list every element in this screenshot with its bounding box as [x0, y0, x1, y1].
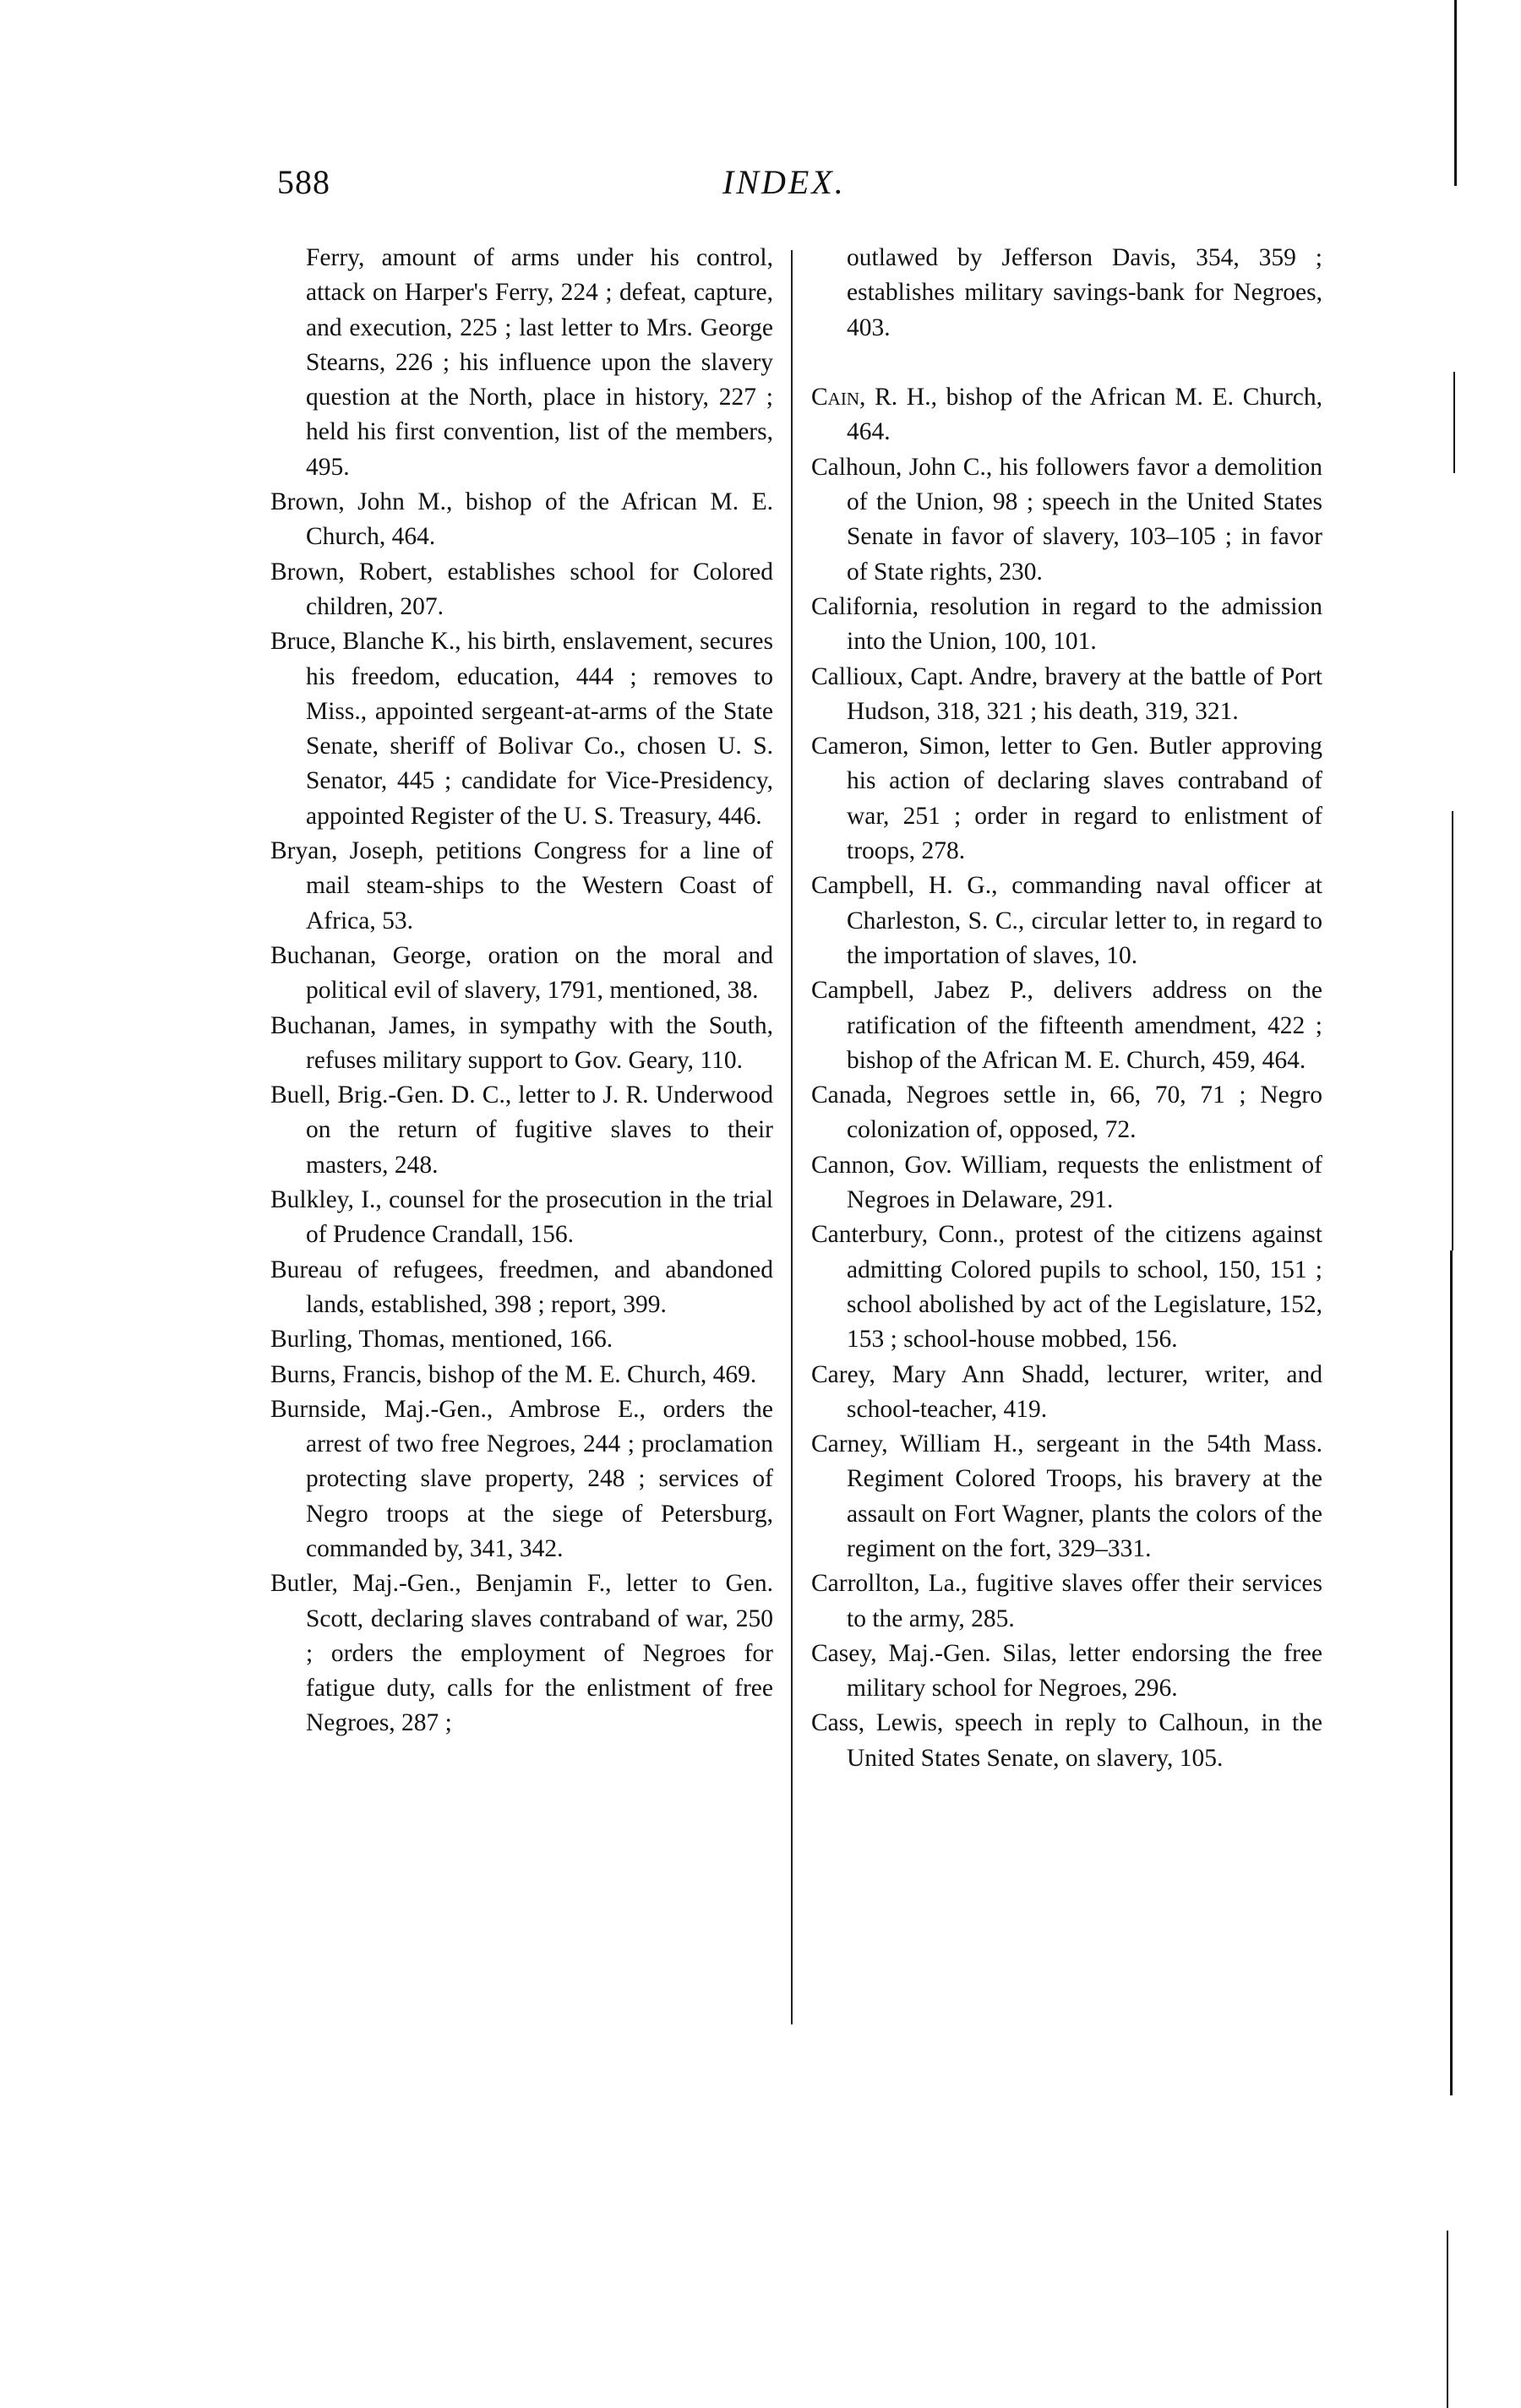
scan-edge-line — [1453, 372, 1455, 473]
index-entry — [811, 869, 1322, 973]
index-entry — [270, 555, 773, 625]
entry-heading: Burling — [270, 1326, 347, 1354]
entry-heading: Bruce — [270, 628, 330, 656]
entry-text: , Robert, establishes school for Colored children, 207. — [306, 558, 773, 620]
index-entry — [811, 1566, 1322, 1637]
entry-heading: Buchanan — [270, 941, 370, 969]
entry-heading: Burns — [270, 1360, 330, 1388]
entry-text: , Joseph, petitions Congress for a line of mail steam-ships to the Western Coast of Africa, 53. — [306, 837, 773, 934]
index-entry — [270, 1392, 773, 1566]
index-entry — [270, 485, 773, 555]
index-entry — [270, 1566, 773, 1741]
index-column-left — [270, 241, 773, 1741]
index-entry — [811, 729, 1322, 869]
page-number: 588 — [277, 163, 330, 201]
index-entry — [270, 1253, 773, 1323]
index-entry — [270, 939, 773, 1009]
index-entry — [811, 590, 1322, 660]
entry-text: , Simon, letter to Gen. Butler approving his action of declaring slaves contraband of war, 251 ; order in regard to enlistment of troops, 278. — [847, 733, 1322, 865]
entry-text: , Maj.-Gen., Benjamin F., letter to Gen. Scott, declaring slaves contraband of war, 250 ; orders the employment of Negroes for fatigue duty, calls for the enlistment of free Negroes, 287 ; — [306, 1570, 773, 1737]
entry-heading: Cannon — [811, 1151, 889, 1179]
entry-heading: Bryan — [270, 837, 332, 865]
entry-text: outlawed by Jefferson Davis, 354, 359 ; establishes military savings-bank for Negroes, 403. — [847, 244, 1322, 341]
entry-heading: Carrollton — [811, 1570, 914, 1598]
scan-edge-line — [1454, 0, 1457, 186]
index-entry — [270, 1322, 773, 1357]
index-entry — [270, 1358, 773, 1392]
entry-heading: Cass — [811, 1709, 859, 1737]
entry-text: , Negroes settle in, 66, 70, 71 ; Negro colonization of, opposed, 72. — [847, 1081, 1322, 1144]
entry-heading: California — [811, 592, 913, 620]
entry-text: , Capt. Andre, bravery at the battle of Port Hudson, 318, 321 ; his death, 319, 321. — [847, 662, 1322, 725]
entry-text: , Lewis, speech in reply to Calhoun, in the United States Senate, on slavery, 105. — [847, 1709, 1322, 1772]
entry-text: , Maj.-Gen., Ambrose E., orders the arrest of two free Negroes, 244 ; proclamation protecting slave property, 248 ; services of Negro troops at the siege of Petersburg, commanded by, 341, 342. — [306, 1395, 773, 1562]
index-entry — [811, 241, 1322, 346]
index-entry — [811, 1148, 1322, 1218]
scan-edge-line — [1447, 2231, 1448, 2408]
entry-text: , Francis, bishop of the M. E. Church, 469. — [330, 1360, 757, 1388]
entry-text: Ferry, amount of arms under his control, attack on Harper's Ferry, 224 ; defeat, capture, and execution, 225 ; last letter to Mrs. George Stearns, 226 ; his influence upon the slavery question at the North, place in history, 227 ; held his first convention, list of the members, 495. — [306, 244, 773, 481]
entry-heading: Bulkley — [270, 1186, 348, 1214]
entry-text: , Brig.-Gen. D. C., letter to J. R. Underwood on the return of fugitive slaves to their masters, 248. — [306, 1081, 773, 1179]
entry-text: , George, oration on the moral and political evil of slavery, 1791, mentioned, 38. — [306, 941, 773, 1005]
entry-heading: Brown — [270, 488, 339, 516]
entry-heading: Canterbury — [811, 1221, 922, 1249]
index-entry — [811, 973, 1322, 1078]
entry-text: , H. G., commanding naval officer at Charleston, S. C., circular letter to, in regard to the importation of slaves, 10. — [847, 872, 1322, 969]
entry-text: , Maj.-Gen. Silas, letter endorsing the free military school for Negroes, 296. — [847, 1639, 1322, 1702]
entry-heading: Buell — [270, 1081, 324, 1109]
entry-text: , I., counsel for the prosecution in the trial of Prudence Crandall, 156. — [306, 1186, 773, 1249]
entry-text: , John C., his followers favor a demolition of the Union, 98 ; speech in the United States Senate in favor of slavery, 103–105 ; in favor of State rights, 230. — [847, 453, 1322, 586]
entry-text: , Jabez P., delivers address on the ratification of the fifteenth amendment, 422 ; bishop of the African M. E. Church, 459, 464. — [847, 977, 1322, 1074]
entry-text: , Blanche K., his birth, enslavement, secures his freedom, education, 444 ; removes to Miss., appointed sergeant-at-arms of the State Senate, sheriff of Bolivar Co., chosen U. S. Senator, 445 ; candidate for Vice-Presidency, appointed Register of the U. S. Treasury, 446. — [306, 628, 773, 830]
entry-heading: Carney — [811, 1430, 882, 1458]
entry-heading: Butler — [270, 1570, 332, 1598]
entry-text: , La., fugitive slaves offer their services to the army, 285. — [847, 1570, 1322, 1632]
entry-text: , Conn., protest of the citizens against admitting Colored pupils to school, 150, 151 ; school abolished by act of the Legislature, 152, 153 ; school-house mobbed, 156. — [847, 1221, 1322, 1354]
entry-text: , Gov. William, requests the enlistment of Negroes in Delaware, 291. — [847, 1151, 1322, 1214]
entry-heading: Canada — [811, 1081, 886, 1109]
index-entry — [811, 1358, 1322, 1428]
entry-heading: Brown — [270, 558, 339, 586]
entry-heading: Buchanan — [270, 1011, 370, 1039]
index-entry — [811, 1078, 1322, 1148]
index-entry — [811, 660, 1322, 730]
index-entry — [811, 450, 1322, 590]
index-entry — [811, 380, 1322, 450]
index-entry — [811, 1637, 1322, 1707]
entry-text: , John M., bishop of the African M. E. Church, 464. — [306, 488, 773, 551]
index-entry — [270, 834, 773, 939]
entry-heading: Cameron — [811, 733, 903, 760]
entry-heading: Carey — [811, 1360, 870, 1388]
entry-text: of refugees, freedmen, and abandoned lands, established, 398 ; report, 399. — [306, 1256, 773, 1318]
index-entry — [270, 1183, 773, 1253]
entry-text: , Mary Ann Shadd, lecturer, writer, and school-teacher, 419. — [847, 1360, 1322, 1423]
index-entry — [270, 1009, 773, 1079]
index-entry — [270, 1078, 773, 1183]
index-entry — [811, 1218, 1322, 1357]
entry-heading: Callioux — [811, 662, 897, 690]
entry-text: , James, in sympathy with the South, refuses military support to Gov. Geary, 110. — [306, 1011, 773, 1074]
entry-text: , Thomas, mentioned, 166. — [346, 1326, 613, 1354]
entry-heading: Burnside — [270, 1395, 361, 1423]
index-entry — [270, 241, 773, 485]
index-entry — [270, 624, 773, 834]
running-head: INDEX. — [722, 163, 846, 201]
entry-text: , William H., sergeant in the 54th Mass. Regiment Colored Troops, his bravery at the assault on Fort Wagner, plants the colors of the regiment on the fort, 329–331. — [847, 1430, 1322, 1562]
entry-heading: Calhoun — [811, 453, 896, 481]
entry-heading: Campbell — [811, 977, 908, 1005]
scan-edge-line — [1450, 1250, 1453, 2095]
column-divider — [791, 250, 793, 2024]
entry-gap — [811, 346, 1322, 380]
entry-heading: Cain — [811, 384, 860, 411]
index-column-right — [811, 241, 1322, 1776]
entry-heading: Casey — [811, 1639, 871, 1667]
entry-text: , R. H., bishop of the African M. E. Church, 464. — [847, 384, 1322, 446]
entry-heading: Bureau — [270, 1256, 343, 1283]
entry-heading: Campbell — [811, 872, 908, 900]
scan-edge-line — [1452, 811, 1453, 1250]
index-entry — [811, 1706, 1322, 1776]
index-entry — [811, 1427, 1322, 1566]
entry-text: , resolution in regard to the admission into the Union, 100, 101. — [847, 592, 1322, 656]
